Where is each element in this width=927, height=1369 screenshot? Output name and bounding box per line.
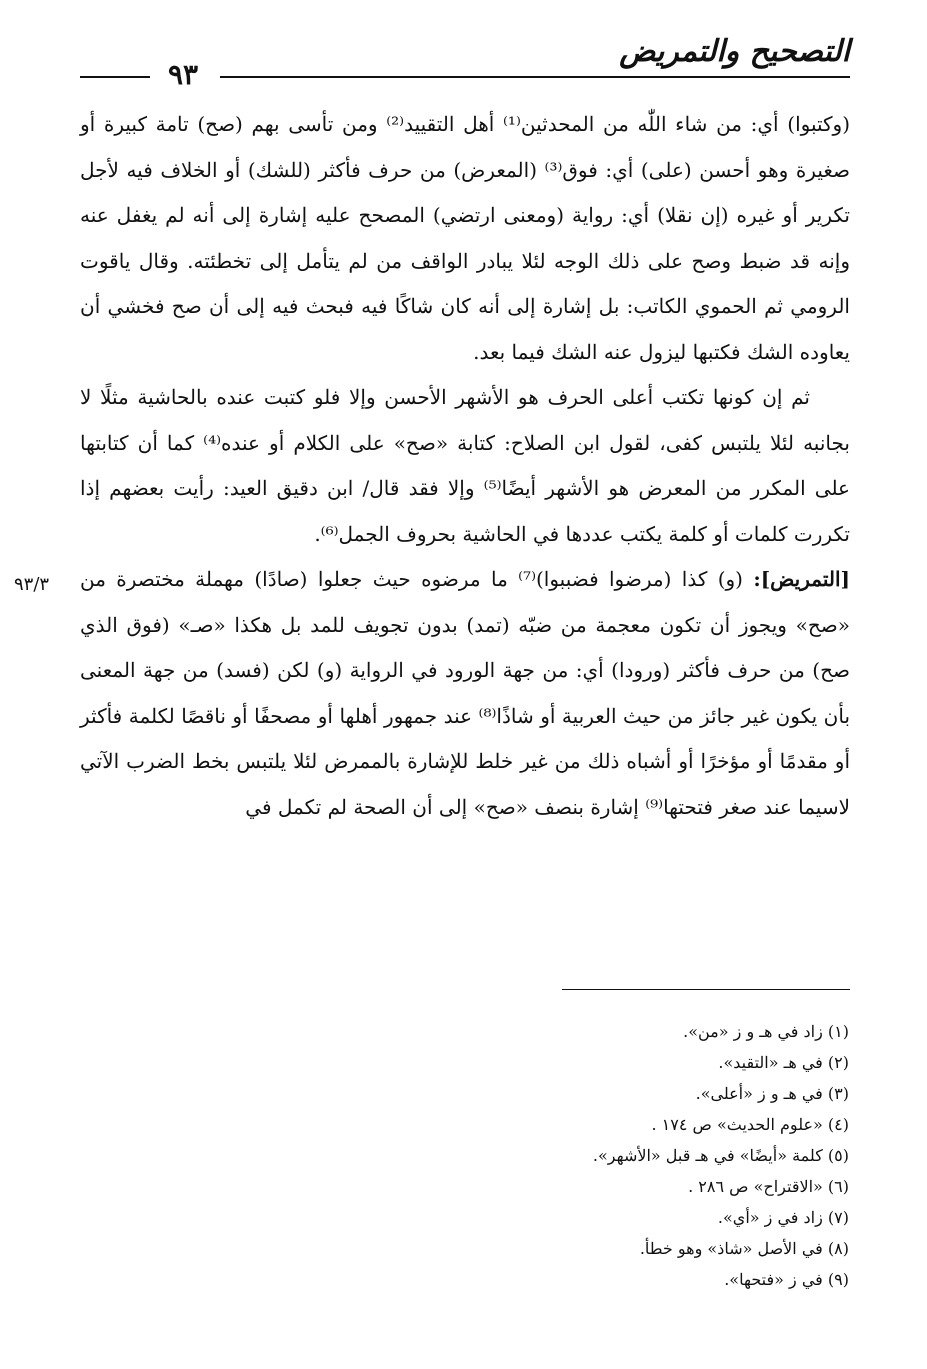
footnotes: [89, 1016, 849, 1295]
footnote: (٧) زاد في ز «أي».: [717, 1208, 849, 1227]
footnote: (٦) «الاقتراح» ص ٢٨٦ .: [688, 1177, 849, 1196]
footnote: (٣) في هـ و ز «أعلى».: [695, 1084, 849, 1103]
footnote: (١) زاد في هـ و ز «من».: [683, 1022, 849, 1041]
footnote: (٥) كلمة «أيضًا» في هـ قبل «الأشهر».: [592, 1146, 849, 1165]
main-text: [80, 102, 850, 830]
header-rule-right: [220, 76, 850, 78]
footnote: (٢) في هـ «التقيد».: [718, 1053, 849, 1072]
header-rule-left: [80, 76, 150, 78]
running-header: [80, 30, 850, 90]
margin-reference: ٩٣/٣: [14, 574, 50, 595]
paragraph-3: [80, 557, 850, 830]
footnote: (٤) «علوم الحديث» ص ١٧٤ .: [651, 1115, 849, 1134]
paragraph-2: ثم إن كونها تكتب أعلى الحرف هو الأشهر الأحسن وإلا فلو كتبت عنده بالحاشية مثلًا لا بجانبه لئلا يلتبس كفى، لقول ابن الصلاح: كتابة «صح» على الكلام أو عنده⁽⁴⁾ كما أن كتابتها على المكرر من المعرض هو الأشهر أيضًا⁽⁵⁾ وإلا فقد قال/ ابن دقيق العيد: رأيت بعضهم إذا تكررت كلمات أو كلمة يكتب عددها في الحاشية بحروف الجمل⁽⁶⁾.: [80, 385, 850, 546]
paragraph-1: (وكتبوا) أي: من شاء اللّٰه من المحدثين⁽¹⁾ أهل التقييد⁽²⁾ ومن تأسى بهم (صح) تامة كبيرة أو صغيرة وهو أحسن (على) أي: فوق⁽³⁾ (المعرض) من حرف فأكثر (للشك) أو الخلاف فيه لأجل تكرير أو غيره (إن نقلا) أي: رواية (ومعنى ارتضي) المصحح عليه إشارة إلى أنه لم يغفل عنه وإنه قد ضبط وصح على ذلك الوجه لئلا يبادر الواقف من لم يتأمل إلى تخطئته. وقال ياقوت الرومي ثم الحموي الكاتب: بل إشارة إلى أنه كان شاكًا فيه فبحث فيه إلى أن صح فخشي أن يعاوده الشك فكتبها ليزول عنه الشك فيما بعد.: [80, 112, 851, 364]
footnote: (٨) في الأصل «شاذ» وهو خطأ.: [639, 1239, 849, 1258]
footnote-separator: [562, 989, 850, 990]
page-number: ٩٣: [168, 58, 199, 91]
term-label: [التمريض]:: [753, 567, 850, 591]
paragraph-3-text: (و) كذا (مرضوا فضببوا)⁽⁷⁾ ما مرضوه حيث جعلوا (صادًا) مهملة مختصرة من «صح» ويجوز أن تكون معجمة من ضبّه (تمد) بدون تجويف للمد بل هكذا «صـ» (فوق الذي صح) من حرف فأكثر (ورودا) أي: من جهة الورود في الرواية (و) لكن (فسد) من جهة المعنى بأن يكون غير جائز من حيث العربية أو شاذًا⁽⁸⁾ عند جمهور أهلها أو مصحفًا أو ناقصًا لكلمة فأكثر أو مقدمًا أو مؤخرًا أو أشباه ذلك من غير خلط للإشارة بالممرض لئلا يلتبس بخط الضرب الآتي لاسيما عند صغر فتحتها⁽⁹⁾ إشارة بنصف «صح» إلى أن الصحة لم تكمل في: [80, 567, 851, 819]
footnote: (٩) في ز «فتحها».: [724, 1270, 849, 1289]
chapter-title: التصحيح والتمريض: [619, 34, 850, 69]
